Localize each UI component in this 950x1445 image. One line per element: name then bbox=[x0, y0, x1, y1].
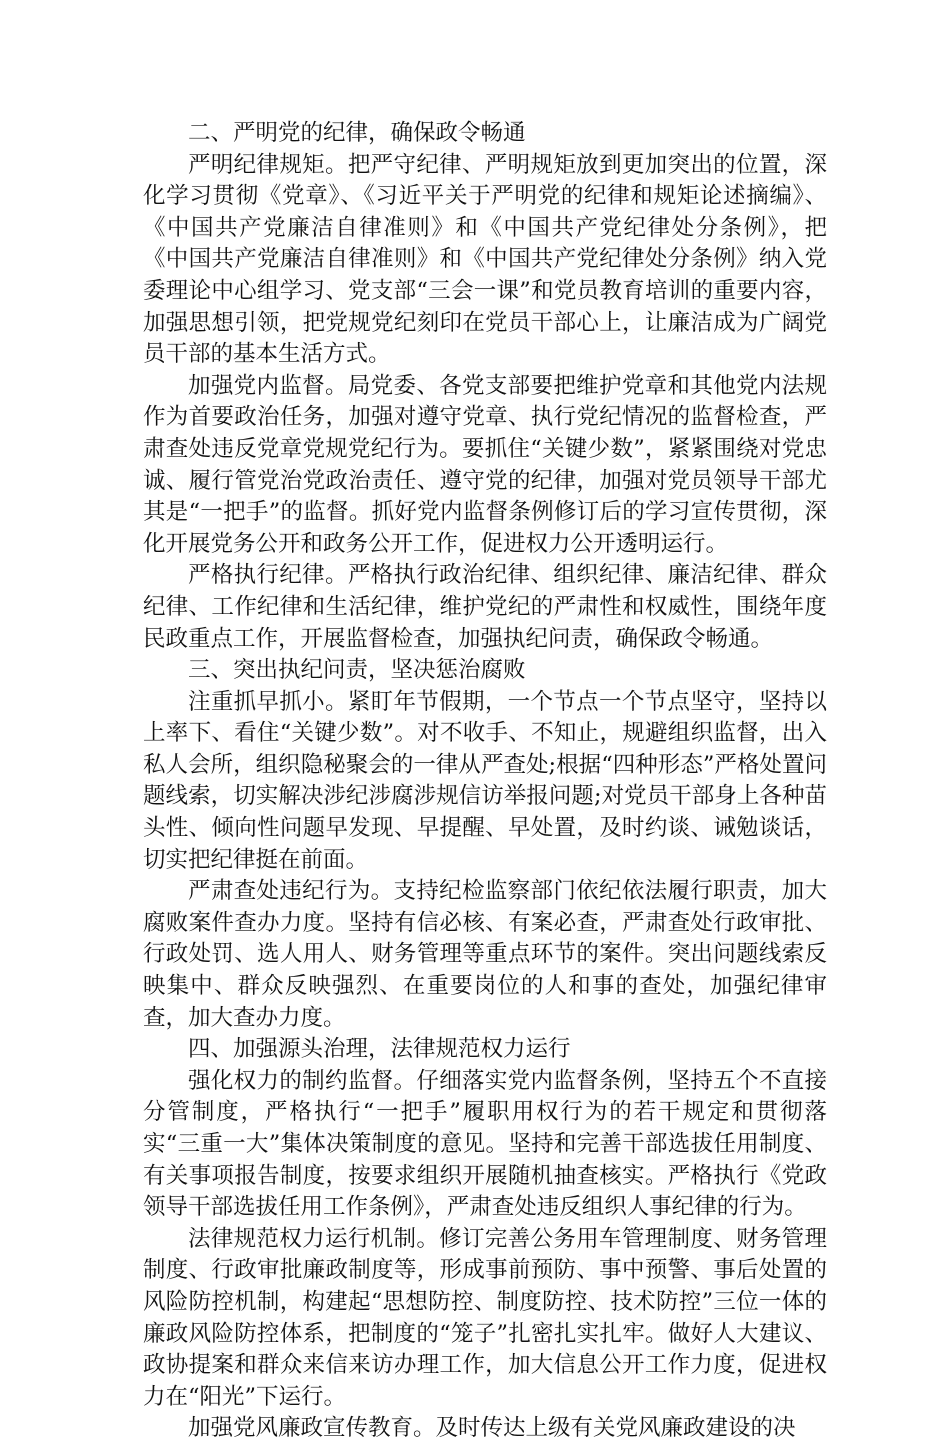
section-heading: 三、突出执纪问责，坚决惩治腐败 bbox=[188, 657, 526, 684]
body-paragraph: 加强党内监督。局党委、各党支部要把维护党章和其他党内法规作为首要政治任务，加强对遵守党章、执行党纪情况的监督检查，严肃查处违反党章党规党纪行为。要抓住“关键少数”，紧紧围绕对党忠诚、履行管党治党政治责任、遵守党的纪律，加强对党员领导干部尤其是“一把手”的监督。抓好党内监督条例修订后的学习宣传贯彻，深化开展党务公开和政务公开工作，促进权力公开透明运行。 bbox=[143, 372, 827, 557]
body-paragraph: 注重抓早抓小。紧盯年节假期，一个节点一个节点坚守，坚持以上率下、看住“关键少数”。对不收手、不知止，规避组织监督，出入私人会所，组织隐秘聚会的一律从严查处;根据“四种形态”严格处置问题线索，切实解决涉纪涉腐涉规信访举报问题;对党员干部身上各种苗头性、倾向性问题早发现、早提醒、早处置，及时约谈、诫勉谈话，切实把纪律挺在前面。 bbox=[143, 688, 827, 873]
section-heading: 四、加强源头治理，法律规范权力运行 bbox=[188, 1036, 571, 1063]
body-paragraph: 严明纪律规矩。把严守纪律、严明规矩放到更加突出的位置，深化学习贯彻《党章》、《习近平关于严明党的纪律和规矩论述摘编》、《中国共产党廉洁自律准则》和《中国共产党纪律处分条例》，把《中国共产党廉洁自律准则》和《中国共产党纪律处分条例》纳入党委理论中心组学习、党支部“三会一课”和党员教育培训的重要内容，加强思想引领，把党规党纪刻印在党员干部心上，让廉洁成为广阔党员干部的基本生活方式。 bbox=[143, 151, 827, 368]
section-heading: 二、严明党的纪律，确保政令畅通 bbox=[188, 120, 526, 146]
body-paragraph: 强化权力的制约监督。仔细落实党内监督条例，坚持五个不直接分管制度，严格执行“一把手”履职用权行为的若干规定和贯彻落实“三重一大”集体决策制度的意见。坚持和完善干部选拔任用制度、有关事项报告制度，按要求组织开展随机抽查核实。严格执行《党政领导干部选拔任用工作条例》，严肃查处违反组织人事纪律的行为。 bbox=[143, 1067, 827, 1221]
body-paragraph: 严肃查处违纪行为。支持纪检监察部门依纪依法履行职责，加大腐败案件查办力度。坚持有信必核、有案必查，严肃查处行政审批、行政处罚、选人用人、财务管理等重点环节的案件。突出问题线索反映集中、群众反映强烈、在重要岗位的人和事的查处，加强纪律审查，加大查办力度。 bbox=[143, 878, 827, 1031]
document-body bbox=[143, 118, 827, 1445]
body-paragraph: 严格执行纪律。严格执行政治纪律、组织纪律、廉洁纪律、群众纪律、工作纪律和生活纪律，维护党纪的严肃性和权威性，围绕年度民政重点工作，开展监督检查，加强执纪问责，确保政令畅通。 bbox=[143, 562, 827, 652]
body-paragraph: 法律规范权力运行机制。修订完善公务用车管理制度、财务管理制度、行政审批廉政制度等，形成事前预防、事中预警、事后处置的风险防控机制，构建起“思想防控、制度防控、技术防控”三位一体的廉政风险防控体系，把制度的“笼子”扎密扎实扎牢。做好人大建议、政协提案和群众来信来访办理工作，加大信息公开工作力度，促进权力在“阳光”下运行。 bbox=[143, 1225, 827, 1410]
body-paragraph: 加强党风廉政宣传教育。及时传达上级有关党风廉政建设的决 bbox=[188, 1415, 796, 1442]
